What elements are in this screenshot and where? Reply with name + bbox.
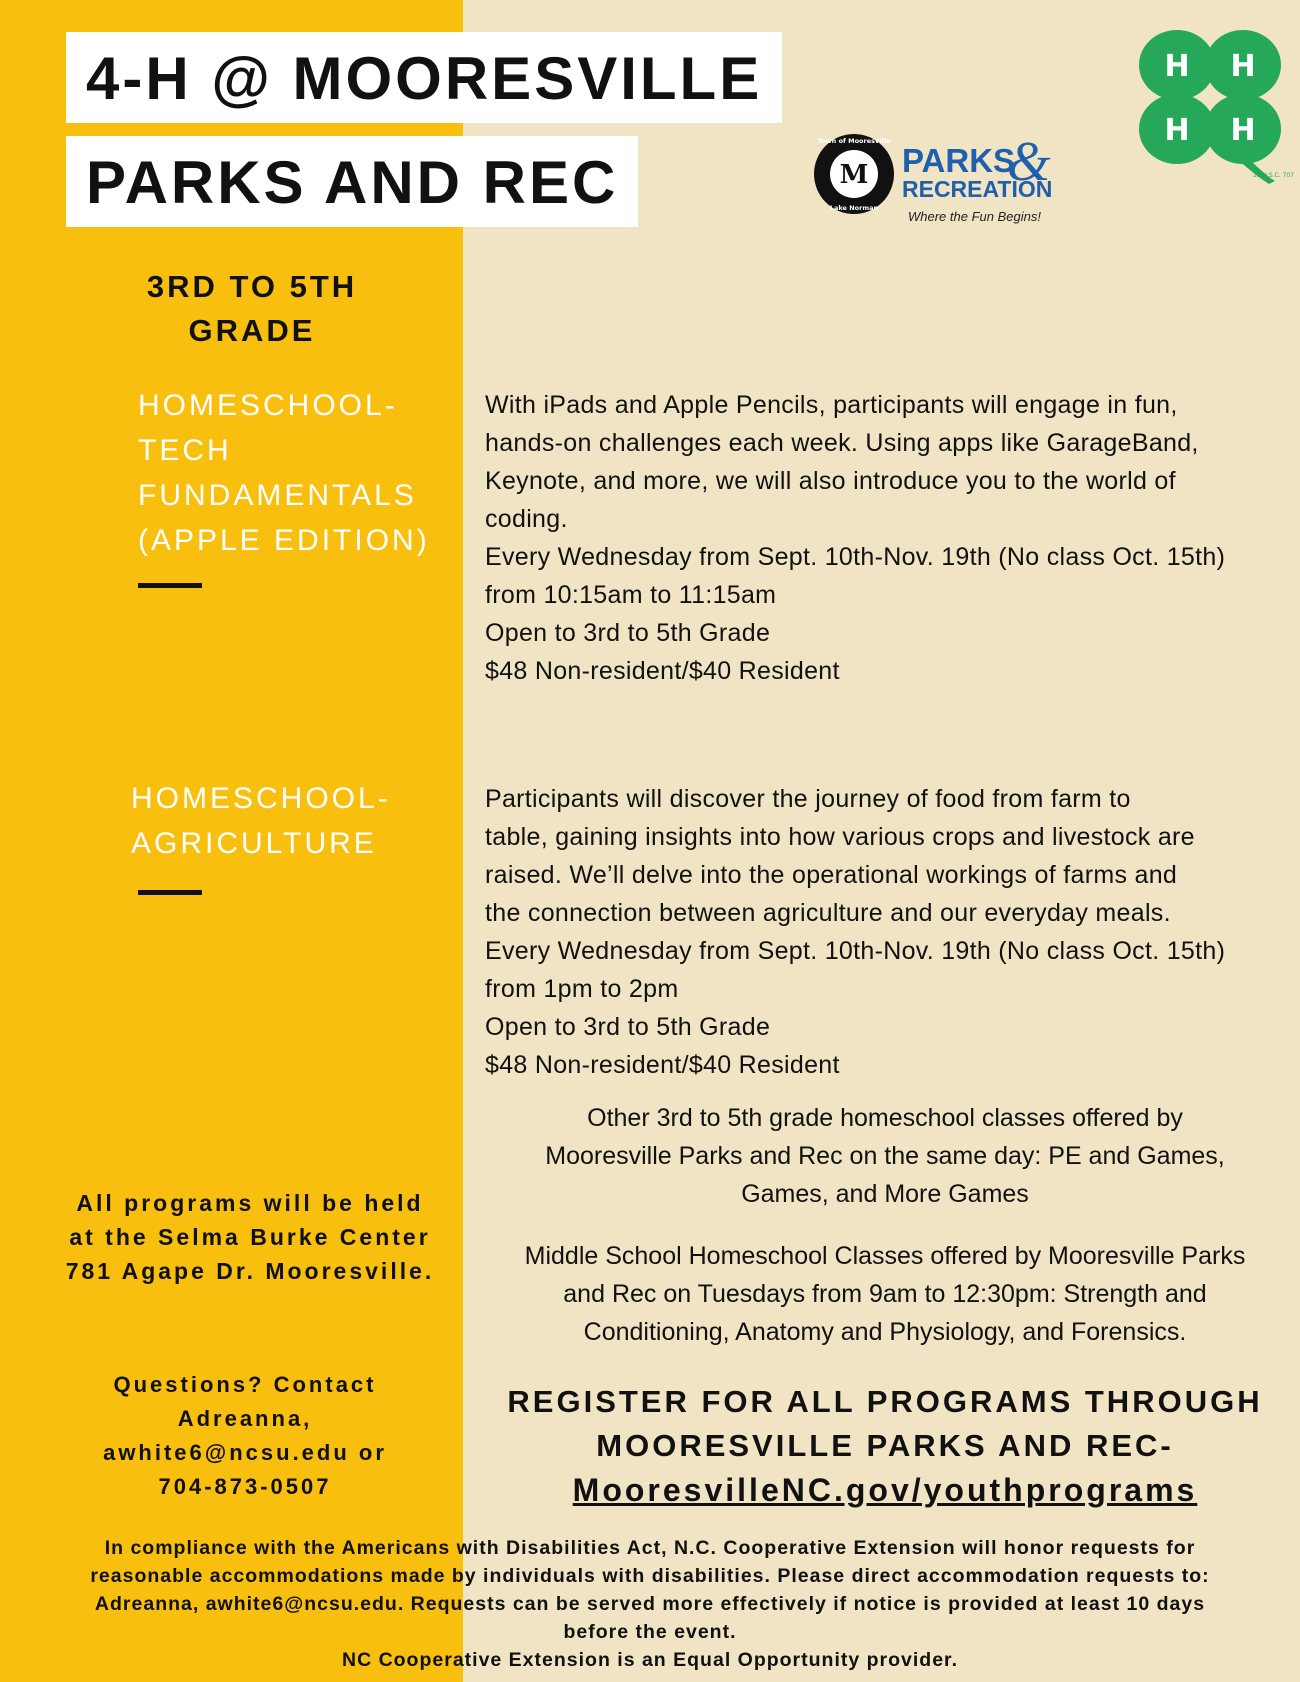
parks-recreation-logo (810, 130, 1110, 235)
ada-line: before the event. (563, 1621, 737, 1643)
4h-clover-logo (1125, 25, 1295, 185)
description-line: coding. (485, 505, 568, 533)
note-line: and Rec on Tuesdays from 9am to 12:30pm: Strength and (563, 1280, 1207, 1308)
contact-line: Adreanna, (177, 1406, 313, 1431)
course-description-agriculture (485, 780, 1290, 1084)
course-name-line: FUNDAMENTALS (138, 479, 417, 512)
note-line: Middle School Homeschool Classes offered by Mooresville Parks (524, 1242, 1246, 1270)
ada-line: reasonable accommodations made by individuals with disabilities. Please direct accommodation requests to: (90, 1565, 1210, 1587)
contact-email[interactable]: awhite6@ncsu.edu or (103, 1440, 387, 1465)
seal-letter: M (839, 160, 869, 190)
note-line: Mooresville Parks and Rec on the same day: PE and Games, (545, 1142, 1225, 1170)
description-line: Every Wednesday from Sept. 10th-Nov. 19th (No class Oct. 15th) (485, 937, 1226, 965)
equal-opportunity-notice: NC Cooperative Extension is an Equal Opportunity provider. (341, 1649, 958, 1671)
ada-line: Adreanna, awhite6@ncsu.edu. Requests can be served more effectively if notice is provided at least 10 days (94, 1593, 1206, 1615)
note-line: Games, and More Games (741, 1180, 1029, 1208)
course-name-line: (APPLE EDITION) (138, 524, 430, 557)
venue-line: All programs will be held (76, 1190, 424, 1216)
divider-dash (138, 583, 202, 588)
venue-line: at the Selma Burke Center (69, 1224, 431, 1250)
description-line: raised. We’ll delve into the operational workings of farms and (485, 861, 1178, 889)
seal-text-bottom: Lake Norman (829, 204, 879, 212)
contact-line: Questions? Contact (113, 1372, 377, 1397)
description-line: $48 Non-resident/$40 Resident (485, 1051, 840, 1079)
contact-phone[interactable]: 704-873-0507 (158, 1474, 332, 1499)
note-line: Other 3rd to 5th grade homeschool classes offered by (587, 1104, 1183, 1132)
course-name-agriculture (131, 776, 391, 866)
middle-school-note (480, 1237, 1290, 1351)
description-line: $48 Non-resident/$40 Resident (485, 657, 840, 685)
clover-h-4: H (1230, 113, 1256, 148)
course-name-line: AGRICULTURE (131, 827, 377, 860)
register-line: REGISTER FOR ALL PROGRAMS THROUGH (507, 1384, 1263, 1419)
description-line: from 10:15am to 11:15am (485, 581, 777, 609)
ada-line: In compliance with the Americans with Disabilities Act, N.C. Cooperative Extension will honor requests for (104, 1537, 1196, 1559)
clover-h-1: H (1164, 49, 1190, 84)
description-line: hands-on challenges each week. Using apps like GarageBand, (485, 429, 1199, 457)
seal-text-top: Town of Mooresville (817, 137, 891, 145)
venue-line: 781 Agape Dr. Mooresville. (65, 1258, 435, 1284)
description-line: from 1pm to 2pm (485, 975, 679, 1003)
divider-dash (138, 890, 202, 895)
parks-word: PARKS (902, 142, 1016, 179)
description-line: the connection between agriculture and our everyday meals. (485, 899, 1171, 927)
note-line: Conditioning, Anatomy and Physiology, and Forensics. (583, 1318, 1187, 1346)
description-line: Participants will discover the journey of food from farm to (485, 785, 1131, 813)
page-title-line2: PARKS AND REC (66, 136, 638, 227)
description-line: Open to 3rd to 5th Grade (485, 1013, 771, 1041)
course-description-tech (485, 386, 1290, 690)
ampersand: & (1007, 131, 1051, 193)
course-name-tech (138, 383, 430, 563)
clover-caption: 18 U.S.C. 707 (1253, 172, 1295, 179)
description-line: Open to 3rd to 5th Grade (485, 619, 771, 647)
register-heading (470, 1380, 1300, 1468)
clover-h-3: H (1164, 113, 1190, 148)
ada-compliance-notice (30, 1534, 1270, 1646)
grade-heading: 3RD TO 5TH GRADE (146, 269, 358, 348)
tagline: Where the Fun Begins! (908, 209, 1041, 224)
recreation-word: RECREATION (902, 176, 1053, 202)
register-url-link[interactable]: MooresvilleNC.gov/youthprograms (572, 1472, 1198, 1508)
other-classes-note (480, 1099, 1290, 1213)
description-line: Keynote, and more, we will also introduce you to the world of (485, 467, 1176, 495)
description-line: table, gaining insights into how various crops and livestock are (485, 823, 1195, 851)
register-line: MOORESVILLE PARKS AND REC- (596, 1428, 1174, 1463)
description-line: Every Wednesday from Sept. 10th-Nov. 19th (No class Oct. 15th) (485, 543, 1226, 571)
page-title-line1: 4-H @ MOORESVILLE (66, 32, 782, 123)
course-name-line: HOMESCHOOL- (138, 389, 398, 422)
contact-info (55, 1368, 435, 1504)
course-name-line: TECH (138, 434, 232, 467)
venue-info (40, 1186, 460, 1288)
course-name-line: HOMESCHOOL- (131, 782, 391, 815)
description-line: With iPads and Apple Pencils, participants will engage in fun, (485, 391, 1178, 419)
clover-h-2: H (1230, 49, 1256, 84)
